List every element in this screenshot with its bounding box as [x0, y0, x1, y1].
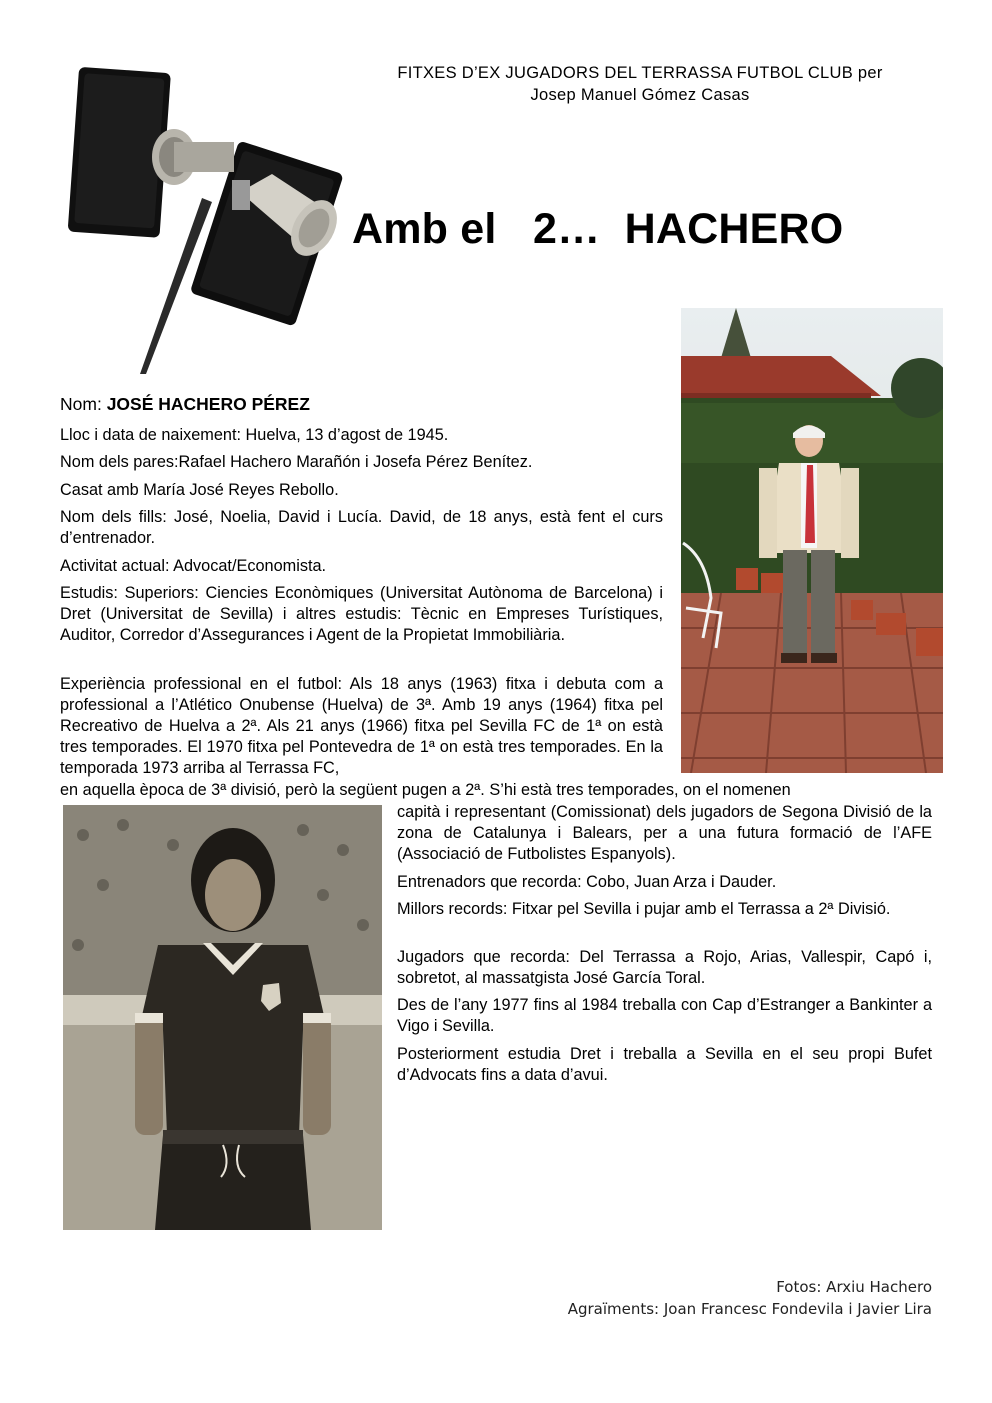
- header-line-1: FITXES D’EX JUGADORS DEL TERRASSA FUTBOL CLUB per: [397, 64, 883, 82]
- field-experiencia-end: capità i representant (Comissionat) dels jugadors de Segona Divisió de la zona de Catalunya i Balears, per a una futura formació de l’AFE (Associació de Futbolistes Espanyols).: [397, 803, 932, 863]
- field-experiencia-continued: en aquella època de 3ª divisió, però la següent pugen a 2ª. S’hi està tres temporades, on el nomenen: [60, 781, 791, 799]
- credits-photos: Fotos: Arxiu Hachero: [776, 1278, 932, 1296]
- player-vintage-photo: [63, 805, 382, 1230]
- field-treball: Des de l’any 1977 fins al 1984 treballa con Cap d’Estranger a Bankinter a Vigo i Sevilla.: [397, 996, 932, 1035]
- page-title: Amb el 2… HACHERO: [352, 205, 844, 253]
- nom-value: JOSÉ HACHERO PÉREZ: [106, 394, 310, 414]
- header-line-2: Josep Manuel Gómez Casas: [530, 86, 750, 104]
- field-experiencia: Experiència professional en el futbol: Als 18 anys (1963) fitxa i debuta com a professional a l’Atlético Onubense (Huelva) de 3ª. Amb 19 anys (1964) fitxa pel Recreativo de Huelva a 2ª. Als 21 anys (1966) fitxa pel Sevilla FC de 1ª on està tres temporades. El 1970 fitxa pel Pontevedra de 1ª on està tres temporades. En la temporada 1973 arriba al Terrassa FC,: [60, 675, 663, 777]
- field-nom: [60, 394, 310, 415]
- field-pares: Nom dels pares:Rafael Hachero Marañón i Josefa Pérez Benítez.: [60, 453, 533, 471]
- nom-label: Nom:: [60, 394, 107, 414]
- player-recent-photo: [681, 308, 943, 773]
- field-records: Millors records: Fitxar pel Sevilla i pujar amb el Terrassa a 2ª Divisió.: [397, 900, 891, 918]
- field-entrenadors: Entrenadors que recorda: Cobo, Juan Arza i Dauder.: [397, 873, 777, 891]
- credits-thanks: Agraïments: Joan Francesc Fondevila i Javier Lira: [567, 1300, 932, 1318]
- field-lloc: Lloc i data de naixement: Huelva, 13 d’agost de 1945.: [60, 426, 449, 444]
- loudspeaker-image: [62, 62, 347, 374]
- document-header: [340, 62, 940, 106]
- field-activitat: Activitat actual: Advocat/Economista.: [60, 557, 327, 575]
- field-casat: Casat amb María José Reyes Rebollo.: [60, 481, 339, 499]
- field-estudis: Estudis: Superiors: Ciencies Econòmiques (Universitat Autònoma de Barcelona) i Dret (Universitat de Sevilla) i altres estudis: Tècnic en Empreses Turístiques, Auditor, Corredor d’Assegurances i Agent de la Propietat Immobiliària.: [60, 584, 663, 644]
- field-fills: Nom dels fills: José, Noelia, David i Lucía. David, de 18 anys, està fent el curs d’entrenador.: [60, 508, 663, 547]
- field-posteriorment: Posteriorment estudia Dret i treballa a Sevilla en el seu propi Bufet d’Advocats fins a data d’avui.: [397, 1045, 932, 1084]
- field-jugadors: Jugadors que recorda: Del Terrassa a Rojo, Arias, Vallespir, Capó i, sobretot, al massatgista José García Toral.: [397, 948, 932, 987]
